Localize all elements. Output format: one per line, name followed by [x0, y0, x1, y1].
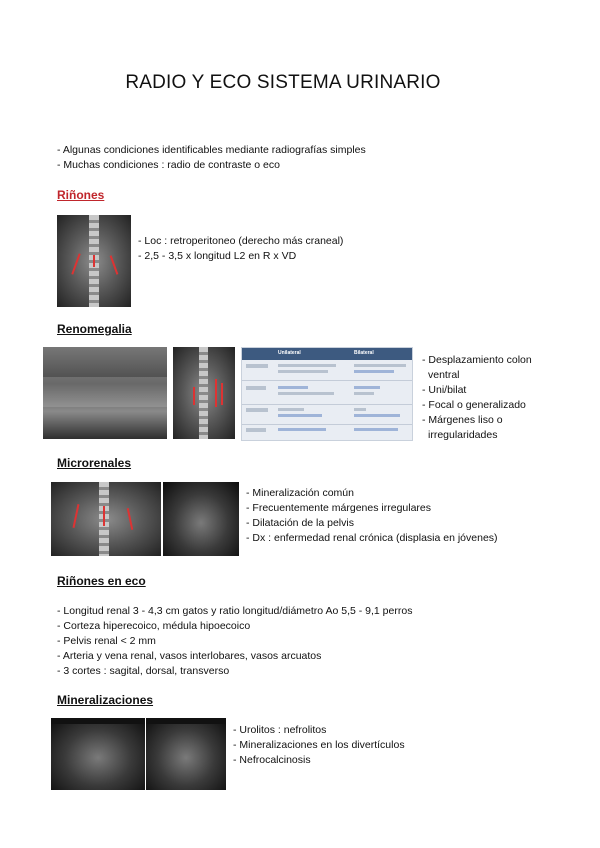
microrenales-bullet-3: - Dilatación de la pelvis [246, 517, 354, 529]
microrenales-bullet-4: - Dx : enfermedad renal crónica (displasia en jóvenes) [246, 532, 498, 544]
renomegalia-bullet-1-cont: ventral [428, 369, 460, 381]
mineralizaciones-bullet-1: - Urolitos : nefrolitos [233, 724, 327, 736]
section-heading-mineralizaciones: Mineralizaciones [57, 693, 154, 707]
renomegalia-lateral-radiograph [43, 347, 167, 439]
renomegalia-table-image [241, 347, 413, 441]
renomegalia-bullet-1: - Desplazamiento colon [422, 354, 532, 366]
mineralizaciones-ultrasound-2 [146, 718, 226, 790]
microrenales-ultrasound [163, 482, 239, 556]
table-header-bilateral: Bilateral [354, 350, 374, 356]
mineralizaciones-bullet-3: - Nefrocalcinosis [233, 754, 311, 766]
microrenales-radiograph [51, 482, 161, 556]
table-header-unilateral: Unilateral [278, 350, 301, 356]
section-heading-microrenales: Microrenales [57, 456, 132, 470]
rinones-bullet-1: - Loc : retroperitoneo (derecho más craneal) [138, 235, 344, 247]
renomegalia-bullet-3: - Focal o generalizado [422, 399, 526, 411]
renomegalia-vd-radiograph [173, 347, 235, 439]
rinones-eco-bullet-5: - 3 cortes : sagital, dorsal, transverso [57, 665, 230, 677]
rinones-eco-bullet-1: - Longitud renal 3 - 4,3 cm gatos y ratio longitud/diámetro Ao 5,5 - 9,1 perros [57, 605, 413, 617]
microrenales-bullet-2: - Frecuentemente márgenes irregulares [246, 502, 432, 514]
intro-line-1: - Algunas condiciones identificables mediante radiografías simples [57, 144, 366, 156]
section-heading-rinones: Riñones [57, 188, 105, 202]
rinones-bullet-2: - 2,5 - 3,5 x longitud L2 en R x VD [138, 250, 297, 262]
renomegalia-bullet-4-cont: irregularidades [428, 429, 498, 441]
rinones-eco-bullet-4: - Arteria y vena renal, vasos interlobares, vasos arcuatos [57, 650, 322, 662]
intro-line-2: - Muchas condiciones : radio de contraste o eco [57, 159, 280, 171]
section-heading-rinones-eco: Riñones en eco [57, 574, 146, 588]
renomegalia-bullet-4: - Márgenes liso o [422, 414, 503, 426]
section-heading-renomegalia: Renomegalia [57, 322, 132, 336]
mineralizaciones-ultrasound-1 [51, 718, 145, 790]
rinones-eco-bullet-3: - Pelvis renal < 2 mm [57, 635, 156, 647]
rinones-eco-bullet-2: - Corteza hiperecoico, médula hipoecoico [57, 620, 251, 632]
mineralizaciones-bullet-2: - Mineralizaciones en los divertículos [233, 739, 405, 751]
kidney-radiograph-image [57, 215, 131, 307]
microrenales-bullet-1: - Mineralización común [246, 487, 354, 499]
renomegalia-bullet-2: - Uni/bilat [422, 384, 467, 396]
page-title: RADIO Y ECO SISTEMA URINARIO [125, 72, 441, 93]
